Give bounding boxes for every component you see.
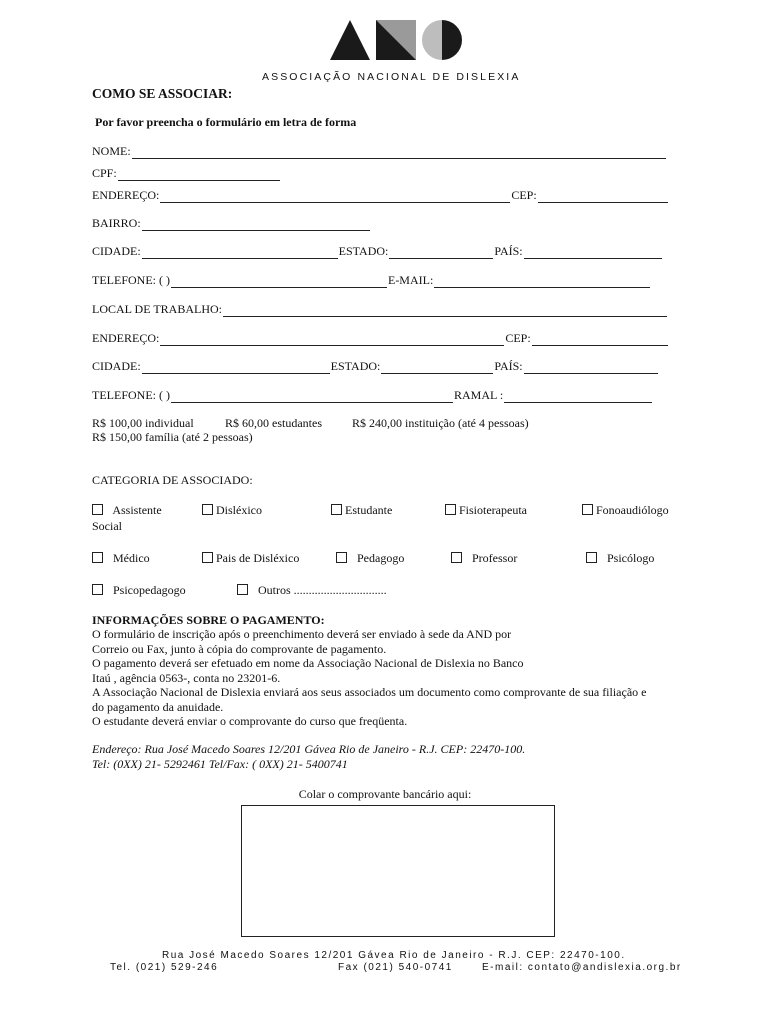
option-professor[interactable]: [451, 551, 517, 566]
option-label: Outros ...............................: [258, 583, 387, 597]
estado-label: ESTADO:: [338, 244, 389, 258]
cep-trabalho-input[interactable]: [532, 334, 668, 346]
address-line: Endereço: Rua José Macedo Soares 12/201 Gávea Rio de Janeiro - R.J. CEP: 22470-100.: [92, 742, 526, 756]
footer-address: Rua José Macedo Soares 12/201 Gávea Rio de Janeiro - R.J. CEP: 22470-100.: [162, 950, 626, 961]
cidade-trabalho-label: CIDADE:: [92, 359, 141, 373]
category-title: CATEGORIA DE ASSOCIADO:: [92, 473, 253, 487]
pais-input[interactable]: [524, 247, 662, 259]
nome-label: NOME:: [92, 144, 131, 158]
price-individual: R$ 100,00 individual: [92, 416, 194, 430]
page-title: COMO SE ASSOCIAR:: [92, 86, 233, 101]
receipt-paste-box: [241, 805, 555, 937]
payment-line: Itaú , agência 0563-, conta no 23201-6.: [92, 670, 281, 685]
endereco-trabalho-label: ENDEREÇO:: [92, 331, 160, 345]
cpf-input[interactable]: [118, 169, 280, 181]
phone-line: Tel: (0XX) 21- 5292461 Tel/Fax: ( 0XX) 21- 5400741: [92, 756, 348, 771]
endereco-label: ENDEREÇO:: [92, 188, 160, 202]
option-label: Assistente: [112, 503, 162, 517]
pais-label: PAÍS:: [494, 244, 523, 258]
cidade-label: CIDADE:: [92, 244, 141, 258]
option-label: Pais de Disléxico: [216, 551, 300, 565]
price-familia: R$ 150,00 família (até 2 pessoas): [92, 430, 253, 444]
option-fonoaudiologo[interactable]: [582, 503, 669, 518]
telefone-trabalho-input[interactable]: [171, 391, 453, 403]
checkbox[interactable]: [92, 504, 103, 515]
telefone-label: TELEFONE: ( ): [92, 273, 170, 287]
payment-line: O pagamento deverá ser efetuado em nome da Associação Nacional de Dislexia no Banco: [92, 656, 524, 670]
option-label: Médico: [113, 551, 150, 565]
ramal-label: RAMAL :: [453, 388, 504, 402]
option-label: Psicopedagogo: [113, 583, 186, 597]
checkbox[interactable]: [331, 504, 342, 515]
price-instituicao: R$ 240,00 instituição (até 4 pessoas): [352, 416, 529, 430]
paste-label: Colar o comprovante bancário aqui:: [298, 787, 472, 801]
checkbox[interactable]: [586, 552, 597, 563]
local-trabalho-input[interactable]: [223, 305, 667, 317]
cep-trabalho-label: CEP:: [505, 331, 531, 345]
payment-line: O estudante deverá enviar o comprovante do curso que freqüenta.: [92, 714, 408, 728]
checkbox[interactable]: [92, 584, 103, 595]
option-label: Fonoaudiólogo: [596, 503, 669, 517]
local-trabalho-label: LOCAL DE TRABALHO:: [92, 302, 222, 316]
option-label: Pedagogo: [357, 551, 405, 565]
payment-line: do pagamento da anuidade.: [92, 699, 224, 714]
endereco-trabalho-input[interactable]: [160, 334, 504, 346]
option-label: Professor: [472, 551, 518, 565]
checkbox[interactable]: [202, 552, 213, 563]
option-outros[interactable]: [237, 583, 387, 598]
footer-email: E-mail: contato@andislexia.org.br: [482, 962, 682, 973]
cpf-row: [92, 165, 281, 181]
checkbox[interactable]: [202, 504, 213, 515]
estado-trabalho-label: ESTADO:: [330, 359, 381, 373]
payment-line: Correio ou Fax, junto à cópia do comprovante de pagamento.: [92, 641, 387, 656]
checkbox[interactable]: [445, 504, 456, 515]
footer-tel: Tel. (021) 529-246: [110, 962, 219, 973]
cidade-trabalho-row: [92, 358, 659, 374]
option-pedagogo[interactable]: [336, 551, 404, 566]
cidade-trabalho-input[interactable]: [142, 362, 330, 374]
telefone-trabalho-row: [92, 387, 653, 403]
form-instruction: Por favor preencha o formulário em letra de forma: [95, 115, 357, 129]
footer-fax: Fax (021) 540-0741: [338, 962, 453, 973]
option-dislexico[interactable]: [202, 503, 262, 518]
endereco-row: [92, 187, 669, 203]
option-psicopedagogo[interactable]: [92, 583, 186, 598]
telefone-row: [92, 272, 651, 288]
payment-text: [92, 627, 732, 729]
logo-caption: ASSOCIAÇÃO NACIONAL DE DISLEXIA: [262, 71, 521, 83]
ramal-input[interactable]: [504, 391, 652, 403]
endereco-input[interactable]: [160, 191, 510, 203]
checkbox[interactable]: [336, 552, 347, 563]
option-pais-dislexico[interactable]: [202, 551, 299, 566]
cpf-label: CPF:: [92, 166, 117, 180]
checkbox[interactable]: [582, 504, 593, 515]
option-medico[interactable]: [92, 551, 150, 566]
telefone-input[interactable]: [171, 276, 387, 288]
price-estudantes: R$ 60,00 estudantes: [225, 416, 322, 430]
estado-input[interactable]: [389, 247, 493, 259]
option-label: Disléxico: [216, 503, 262, 517]
pais-trabalho-label: PAÍS:: [494, 359, 523, 373]
endereco-trabalho-row: [92, 330, 669, 346]
bairro-label: BAIRRO:: [92, 216, 141, 230]
cep-label: CEP:: [511, 188, 537, 202]
estado-trabalho-input[interactable]: [381, 362, 493, 374]
nome-row: [92, 143, 667, 159]
option-label: Fisioterapeuta: [459, 503, 527, 517]
bairro-row: [92, 215, 371, 231]
email-label: E-MAIL:: [387, 273, 434, 287]
nome-input[interactable]: [132, 147, 666, 159]
option-assistente[interactable]: [92, 503, 162, 518]
telefone-trabalho-label: TELEFONE: ( ): [92, 388, 170, 402]
contact-address: [92, 742, 525, 771]
payment-line: A Associação Nacional de Dislexia enviará aos seus associados um documento como comprovante de sua filiação e: [92, 685, 647, 699]
cidade-row: [92, 243, 663, 259]
payment-line: O formulário de inscrição após o preenchimento deverá ser enviado à sede da AND por: [92, 627, 512, 641]
checkbox[interactable]: [92, 552, 103, 563]
option-assistente-cont: Social: [92, 519, 122, 533]
email-input[interactable]: [434, 276, 650, 288]
payment-title: INFORMAÇÕES SOBRE O PAGAMENTO:: [92, 613, 325, 627]
local-trabalho-row: [92, 301, 668, 317]
and-logo: [328, 18, 464, 62]
bairro-input[interactable]: [142, 219, 370, 231]
option-estudante[interactable]: [331, 503, 392, 518]
cep-input[interactable]: [538, 191, 668, 203]
option-fisioterapeuta[interactable]: [445, 503, 527, 518]
checkbox[interactable]: [451, 552, 462, 563]
option-label: Estudante: [345, 503, 393, 517]
pais-trabalho-input[interactable]: [524, 362, 658, 374]
cidade-input[interactable]: [142, 247, 338, 259]
option-label: Psicólogo: [607, 551, 655, 565]
checkbox[interactable]: [237, 584, 248, 595]
option-psicologo[interactable]: [586, 551, 654, 566]
